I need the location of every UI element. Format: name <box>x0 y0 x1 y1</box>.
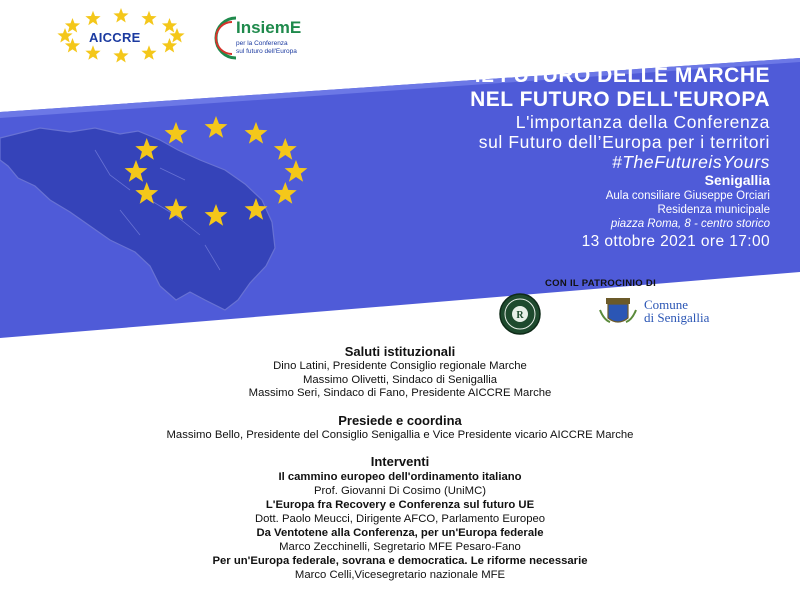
aiccre-star-icon <box>65 18 80 33</box>
talk-speaker: Prof. Giovanni Di Cosimo (UniMC) <box>313 484 486 497</box>
talk-title: Il cammino europeo dell'ordinamento italiano <box>278 471 522 483</box>
aiccre-star-icon <box>162 18 177 33</box>
comune-name-line-1: Comune <box>644 297 689 312</box>
comune-name-line-2: di Senigallia <box>644 310 710 325</box>
saluti-heading: Saluti istituzionali <box>344 344 456 359</box>
subtitle-line-1: L'importanza della Conferenza <box>515 112 770 132</box>
aiccre-star-icon <box>113 8 128 23</box>
event-date: 13 ottobre 2021 ore 17:00 <box>581 233 770 250</box>
title-block <box>300 64 770 172</box>
talk-title: Da Ventotene alla Conferenza, per un'Europa federale <box>256 527 544 539</box>
hashtag: #TheFutureisYours <box>611 152 770 172</box>
aiccre-star-icon <box>141 11 156 26</box>
patronage-label: CON IL PATROCINIO DI <box>545 278 657 289</box>
header-logos <box>0 0 800 70</box>
aiccre-star-icon <box>85 11 100 26</box>
venue-building: Residenza municipale <box>657 204 770 216</box>
talk-speaker: Marco Zecchinelli, Segretario MFE Pesaro-Fano <box>279 540 521 553</box>
talk-title: Per un'Europa federale, sovrana e democratica. Le riforme necessarie <box>212 555 588 567</box>
aiccre-star-icon <box>85 45 100 60</box>
saluti-line: Dino Latini, Presidente Consiglio regionale Marche <box>273 360 527 372</box>
comune-senigallia-logo <box>598 296 758 332</box>
saluti-line: Massimo Seri, Sindaco di Fano, Presidente AICCRE Marche <box>248 387 552 399</box>
insieme-logo <box>210 10 360 66</box>
venue-city: Senigallia <box>704 172 770 188</box>
insieme-brand-text: InsiemE <box>236 18 302 37</box>
subtitle-line-2: sul Futuro dell’Europa per i territori <box>478 132 770 152</box>
aiccre-star-icon <box>113 48 128 63</box>
talk-title: L'Europa fra Recovery e Conferenza sul futuro UE <box>265 499 535 511</box>
talk-speaker: Dott. Paolo Meucci, Dirigente AFCO, Parlamento Europeo <box>254 512 546 525</box>
aiccre-logo-text: AICCRE <box>89 30 141 45</box>
presiede-heading: Presiede e coordina <box>338 412 462 428</box>
insieme-sub-line-2: sul futuro dell'Europa <box>236 48 297 55</box>
title-line-2: NEL FUTURO DELL'EUROPA <box>470 88 770 111</box>
interventi-heading: Interventi <box>370 454 430 469</box>
venue-hall: Aula consiliare Giuseppe Orciari <box>605 190 770 202</box>
title-line-1: IL FUTURO DELLE MARCHE <box>474 64 770 87</box>
aiccre-logo <box>55 8 195 66</box>
town-crest-icon <box>598 296 638 328</box>
talk-speaker: Marco Celli,Vicesegretario nazionale MFE <box>294 568 506 581</box>
svg-text:R: R <box>516 310 524 321</box>
venue-block <box>440 172 770 252</box>
presiede-line: Massimo Bello, Presidente del Consiglio Senigallia e Vice Presidente vicario AICCRE Marche <box>166 428 634 441</box>
aiccre-star-icon <box>141 45 156 60</box>
regional-council-seal <box>488 292 552 336</box>
venue-address: piazza Roma, 8 - centro storico <box>610 218 770 230</box>
insieme-sub-line-1: per la Conferenza <box>236 40 288 47</box>
saluti-line: Massimo Olivetti, Sindaco di Senigallia <box>302 373 498 386</box>
program <box>0 344 800 582</box>
